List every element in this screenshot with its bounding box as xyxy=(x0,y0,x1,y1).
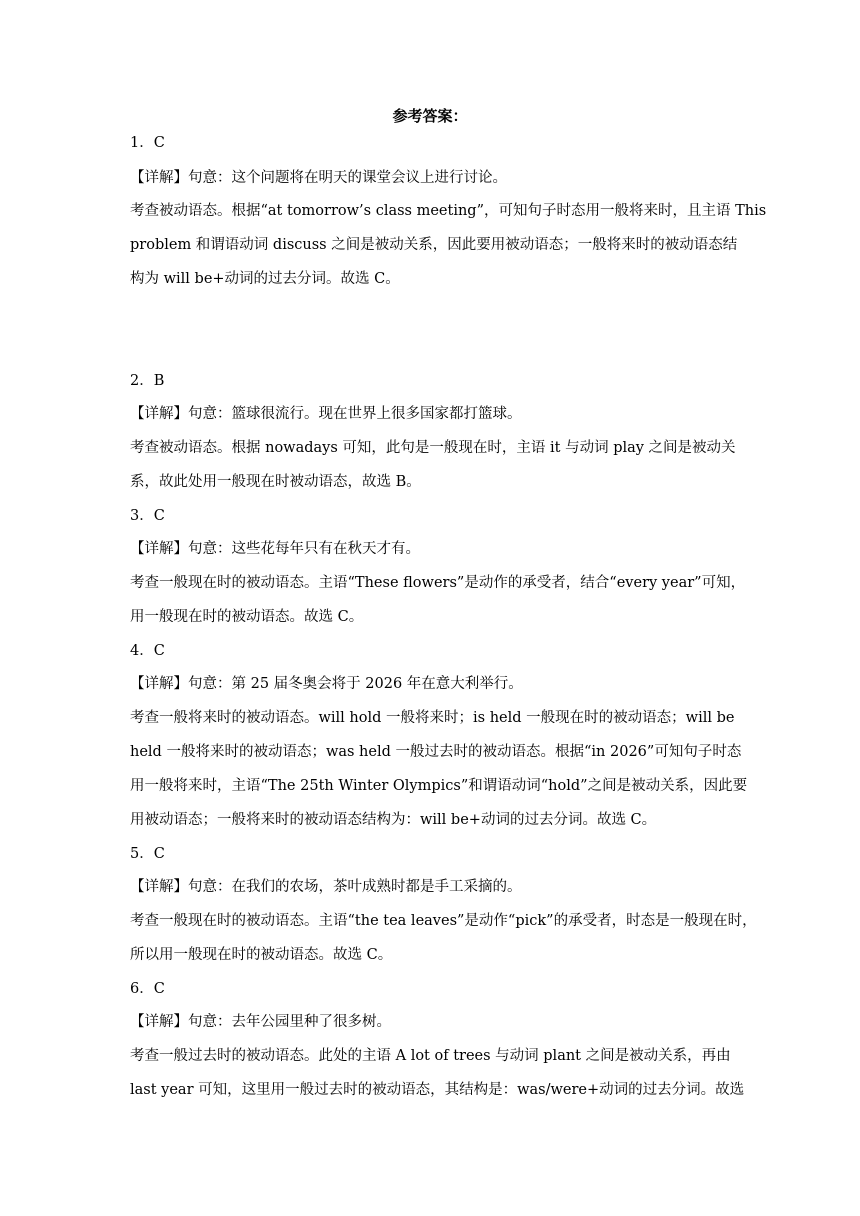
explanation-line: 用被动语态；一般将来时的被动语态结构为：will be+动词的过去分词。故选 C。 xyxy=(130,812,657,828)
explanation-line: 构为 will be+动词的过去分词。故选 C。 xyxy=(130,271,400,287)
answer-detail: 【详解】句意：这个问题将在明天的课堂会议上进行讨论。 xyxy=(130,170,507,186)
explanation-line: 考查一般现在时的被动语态。主语“the tea leaves”是动作“pick”的承受者，时态是一般现在时， xyxy=(130,913,757,929)
answer-number: 1．C xyxy=(130,135,165,151)
explanation-line: 考查被动语态。根据“at tomorrow’s class meeting”，可知句子时态用一般将来时，且主语 This xyxy=(130,203,767,219)
explanation-line: 系，故此处用一般现在时被动语态，故选 B。 xyxy=(130,474,421,490)
explanation-line: 考查一般将来时的被动语态。will hold 一般将来时；is held 一般现在时的被动语态；will be xyxy=(130,710,735,726)
answer-number: 4．C xyxy=(130,643,165,659)
answer-detail: 【详解】句意：第 25 届冬奥会将于 2026 年在意大利举行。 xyxy=(130,676,523,692)
explanation-line: 考查被动语态。根据 nowadays 可知，此句是一般现在时，主语 it 与动词 play 之间是被动关 xyxy=(130,440,736,456)
answer-number: 2．B xyxy=(130,373,165,389)
answer-detail: 【详解】句意：这些花每年只有在秋天才有。 xyxy=(130,541,420,557)
explanation-line: last year 可知，这里用一般过去时的被动语态，其结构是：was/were+动词的过去分词。故选 xyxy=(130,1082,745,1098)
explanation-line: 所以用一般现在时的被动语态。故选 C。 xyxy=(130,947,393,963)
answer-detail: 【详解】句意：在我们的农场，茶叶成熟时都是手工采摘的。 xyxy=(130,879,522,895)
explanation-line: 考查一般过去时的被动语态。此处的主语 A lot of trees 与动词 plant 之间是被动关系，再由 xyxy=(130,1048,731,1064)
explanation-line: 用一般将来时，主语“The 25th Winter Olympics”和谓语动词“hold”之间是被动关系，因此要 xyxy=(130,778,748,794)
page-title: 参考答案： xyxy=(392,107,468,125)
answer-number: 5．C xyxy=(130,846,165,862)
answer-detail: 【详解】句意：去年公园里种了很多树。 xyxy=(130,1014,391,1030)
answer-detail: 【详解】句意：篮球很流行。现在世界上很多国家都打篮球。 xyxy=(130,406,522,422)
explanation-line: 用一般现在时的被动语态。故选 C。 xyxy=(130,609,364,625)
explanation-line: 考查一般现在时的被动语态。主语“These flowers”是动作的承受者，结合“every year”可知， xyxy=(130,575,746,591)
explanation-line: held 一般将来时的被动语态；was held 一般过去时的被动语态。根据“in 2026”可知句子时态 xyxy=(130,744,742,760)
answer-number: 6．C xyxy=(130,981,165,997)
explanation-line: problem 和谓语动词 discuss 之间是被动关系，因此要用被动语态；一般将来时的被动语态结 xyxy=(130,237,738,253)
answer-number: 3．C xyxy=(130,508,165,524)
